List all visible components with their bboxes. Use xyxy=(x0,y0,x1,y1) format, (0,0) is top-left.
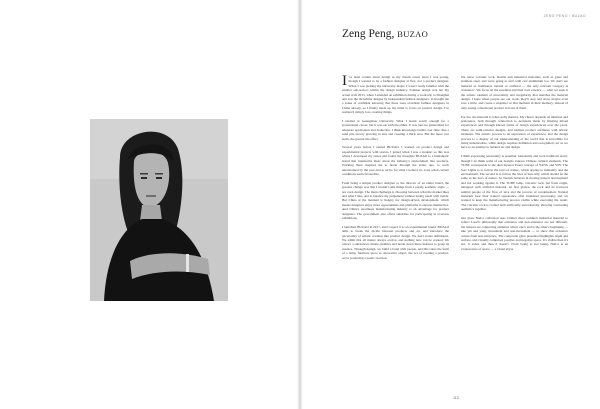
paragraph: From being a simple product designer to the director of an entire brand, the greatest change was that I couldn't take things from a purely aesthetic angle — not even design. The main challenge is choosing between what the market likes and what I like, and to balance my judgement without losing touch with trends. But China at the moment is hungry for design-driven development, which means designers enjoy more opportunities and platforms to express themselves. And China's enormous manufacturing industry is an advantage for product designers. The government also offers subsidies for participating in overseas exhibitions. xyxy=(342,180,449,220)
portrait-illustration xyxy=(90,119,228,301)
portrait-photo xyxy=(90,119,228,301)
paragraph: Our glass NaiLa collection uses China's most common industrial material to reflect Laozi's philosophy that existence and non-existence are not different, but instead are connecting elements where one's end is the other's beginning — like yin and yang, movement and non-movement — to show that existence comes from non-existence. The composite glass presented highlights depth and surface, and visually comprises positive and negative space. It's visible then it's not, it exists and then it doesn't. From being to not being, NaiLa is an evanescence of space — a visual abyss. xyxy=(461,215,568,251)
drop-cap: I xyxy=(342,75,347,89)
paragraph-text: 've been certain about design as my dream career since I was young, though I wanted to be a fashion designer at first, not a product designer. When I was picking my university major, I wasn't really familiar with the smaller sub-sectors within the design industry. Fashion design was not my actual craft 2013, when I attended an exhibition during a work trip to Shanghai and saw the incredible designs by independent fashion designers. It brought me a sense of confident knowing that there were excellent fashion designers in China already, so I finally made up my mind to focus on product design. I've realised I simply love creating things. xyxy=(342,75,449,115)
left-page xyxy=(0,0,299,409)
paragraph: I think expressing personality is essential, nationality and local traditions aren't, though I do think some of our designs express Chinese cultural elements. The TUBE corresponds to the dual-layered Taoist concept of YANG and YIN. The Sort Lights is to follow the laws of nature, which applies to humanity and the environment. The second is to follow the laws of Sun only, which should be the same as the laws of nature. So Taoism believes in moving natural development and not working against it. The TUBE lamp, volcanic rock, but from origin, untapped with artificial material. At first glance, the rock and its fractures remind people of the flow of lava and the process of condensation. Natural materials bear their natural appearance after industrial processing, and we wanted to keep the manufacturing process visible while executing the result. The volcanic rock is crafted both artificially and naturally, showing contrasting aesthetics together. xyxy=(461,154,568,212)
running-head: ZENG PENG / BUZAO xyxy=(543,14,586,18)
paragraph: Several years before I started BUZAO, I worked on product design and experimental projects with stories. I joined when I was a student, so this was where I developed my tastes and found my thoughts: BUZAO is a humanistic brand that transforms ideas about the industry's environment into products. Working there inspired me to break through the status quo, to work unrestrained by the past and to strive for what I believe in, even when current conditions seem favourable. xyxy=(342,145,449,176)
paragraph: I studied at Guangzhou University. What I learnt wasn't enough for a professional career, but it was ok with me either. It was just too generalised for adequate application and deduction. I think knowledge builds over time, like a sand pile slowly growing in size and creating a thick area. But the more you learn, the greater the effect. xyxy=(342,119,449,141)
article-title xyxy=(342,28,428,40)
text-column-1 xyxy=(342,75,449,395)
studio-name: BUZAO xyxy=(397,29,429,39)
book-spine xyxy=(297,0,303,409)
paragraph: I launched BUZAO in 2017, and I regard it as an experimental brand. BUZAO aims to break the divide between products and art, and introduce the uncertainty of artistic creation into product design. We don't create definitions. We admit that all matter always evolve, and nothing new can be created. We extract a substance's innate qualities and break down these features to grasp its essence. Through design, we build a bond with people, and this takes the form of a lamp, furniture piece or decorative object, the act of creating a product, we're producing a poetic reaction. xyxy=(342,224,449,260)
text-column-2 xyxy=(461,75,568,395)
paragraph: For me, the material is what really matters. My choice depends on intuition and preference, both through connection to decisions made by filtering mixed experiences and through known forms of design experienced over the years. There are semi-rational designs, and endless product attributes with artistic elements. The artistic process is an expression of experience, and the design process is a display of our understanding of the world that is incredible for being unbelievable, while design requires definition and recognition; art as we have to an attempt to balance art and design. xyxy=(461,114,568,150)
paragraph xyxy=(342,75,449,115)
page-number: 113 xyxy=(453,396,459,400)
designer-name: Zeng Peng, xyxy=(342,28,395,40)
paragraph: We reuse volcanic rock, marble and industrial materials, such as glass and stainless steel, and we're going to start with cast aluminium too. We don't see material as traditional, natural or artificial — the only relevant category is 'existence'. We focus on the essential and their own essence — what we seek is the artistic element of uncertainty and irregularity that matches the material design. I hope when people see our work, they'll stop and stare, maybe even rave a little, and create a snapshot of that moment in their memory, instead of only seeing a functional product in front of them. xyxy=(461,75,568,110)
